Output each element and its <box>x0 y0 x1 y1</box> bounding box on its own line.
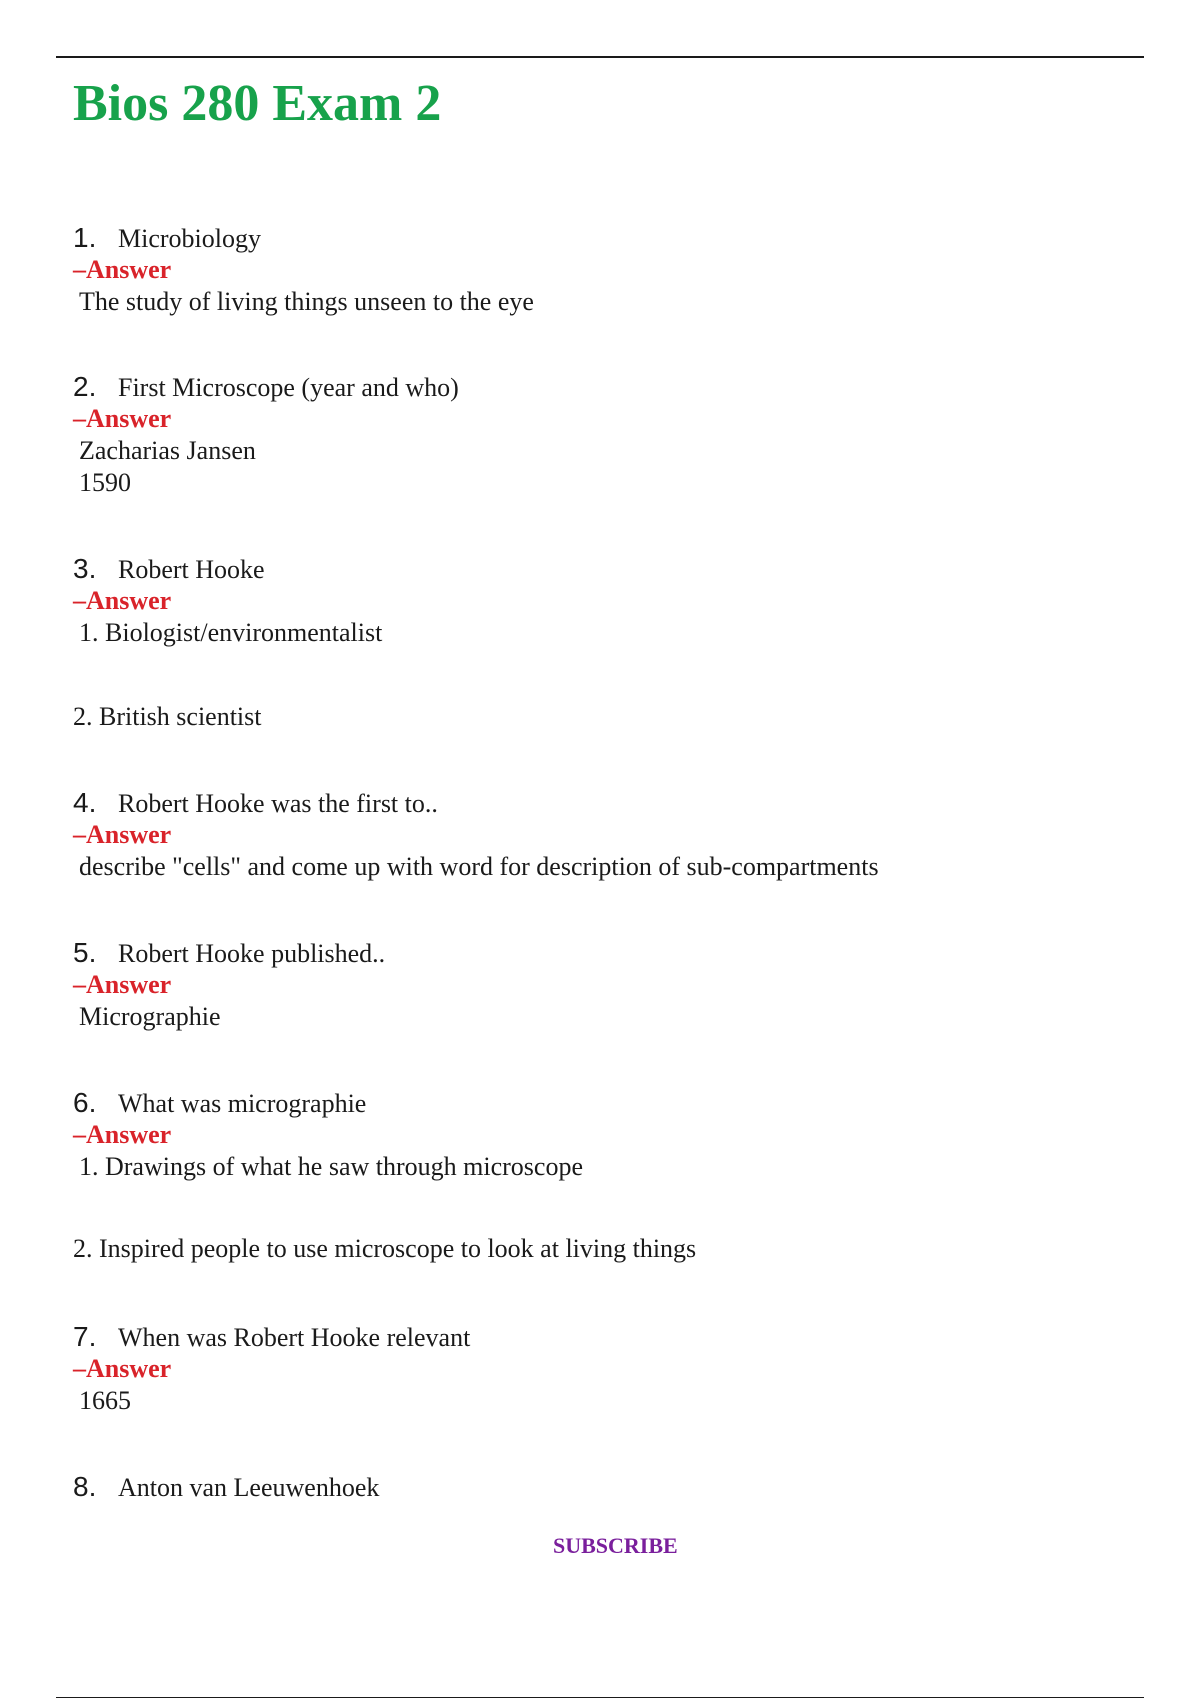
answer-text: 1590 <box>79 468 131 497</box>
question-number: 6. <box>73 1087 97 1118</box>
question-text: What was micrographie <box>118 1089 367 1118</box>
answer-text: 1. Drawings of what he saw through microscope <box>79 1152 583 1181</box>
question-line <box>73 222 1133 254</box>
question-item <box>73 787 1133 883</box>
question-text: Microbiology <box>118 224 261 253</box>
top-divider <box>56 56 1144 58</box>
answer-label: –Answer <box>73 970 172 999</box>
subscribe-link[interactable]: SUBSCRIBE <box>553 1533 678 1558</box>
answer-label: –Answer <box>73 820 172 849</box>
question-number: 8. <box>73 1471 97 1502</box>
question-text: First Microscope (year and who) <box>118 373 459 402</box>
question-line <box>73 1321 1133 1353</box>
question-item <box>73 1471 1133 1503</box>
answer-label: –Answer <box>73 255 172 284</box>
question-number: 1. <box>73 222 97 253</box>
answer-text: The study of living things unseen to the eye <box>79 287 534 316</box>
question-number: 3. <box>73 553 97 584</box>
document-title: Bios 280 Exam 2 <box>73 75 442 132</box>
question-number: 2. <box>73 371 97 402</box>
answer-text: describe "cells" and come up with word for description of sub-compartments <box>79 852 879 881</box>
question-number: 7. <box>73 1321 97 1352</box>
question-line <box>73 371 1133 403</box>
answer-text: 1. Biologist/environmentalist <box>79 618 383 647</box>
question-text: Anton van Leeuwenhoek <box>118 1473 380 1502</box>
question-item <box>73 1087 1133 1265</box>
question-text: Robert Hooke <box>118 555 265 584</box>
question-line <box>73 1471 1133 1503</box>
question-number: 4. <box>73 787 97 818</box>
question-item <box>73 1321 1133 1417</box>
question-line <box>73 937 1133 969</box>
question-text: When was Robert Hooke relevant <box>118 1323 471 1352</box>
question-text: Robert Hooke was the first to.. <box>118 789 438 818</box>
answer-label: –Answer <box>73 1354 172 1383</box>
answer-label: –Answer <box>73 586 172 615</box>
answer-label: –Answer <box>73 404 172 433</box>
question-item <box>73 937 1133 1033</box>
question-line <box>73 1087 1133 1119</box>
question-item <box>73 371 1133 499</box>
question-line <box>73 553 1133 585</box>
answer-text: 1665 <box>79 1386 131 1415</box>
question-number: 5. <box>73 937 97 968</box>
answer-text: 2. Inspired people to use microscope to look at living things <box>73 1234 697 1263</box>
bottom-divider <box>56 1697 1144 1698</box>
answer-label: –Answer <box>73 1120 172 1149</box>
question-text: Robert Hooke published.. <box>118 939 386 968</box>
answer-text: Zacharias Jansen <box>79 436 256 465</box>
answer-text: 2. British scientist <box>73 702 262 731</box>
question-line <box>73 787 1133 819</box>
answer-text: Micrographie <box>79 1002 221 1031</box>
question-item <box>73 553 1133 733</box>
question-item <box>73 222 1133 318</box>
